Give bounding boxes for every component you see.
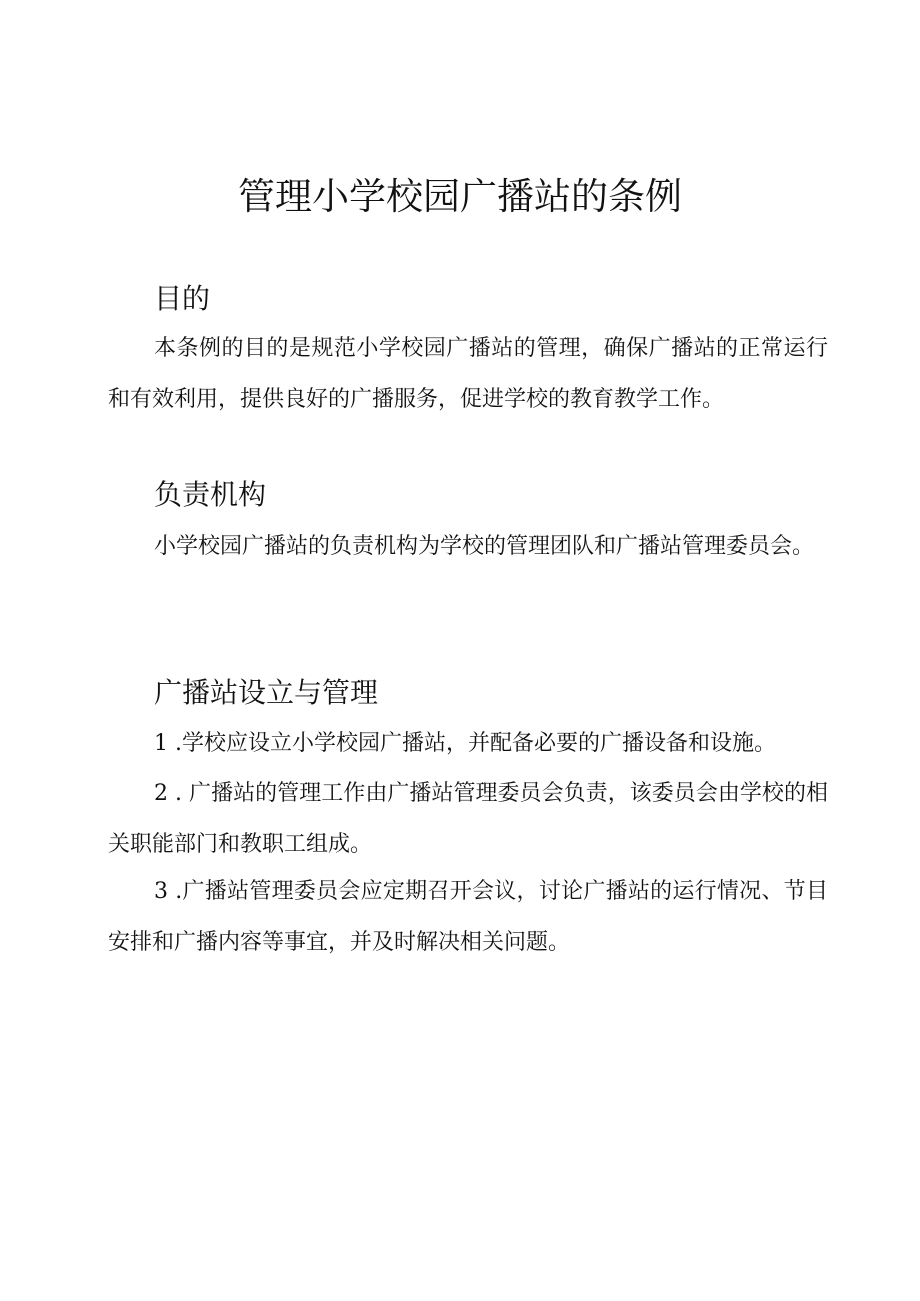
section-paragraph-item-1: 1 .学校应设立小学校园广播站，并配备必要的广播设备和设施。 bbox=[154, 731, 776, 756]
section-heading-responsible-body: 负责机构 bbox=[154, 478, 267, 511]
section-paragraph-item-2: 2 . 广播站的管理工作由广播站管理委员会负责，该委员会由学校的相关职能部门和教职工组成。 bbox=[108, 781, 828, 857]
section-paragraph-purpose: 本条例的目的是规范小学校园广播站的管理，确保广播站的正常运行和有效利用，提供良好的广播服务，促进学校的教育教学工作。 bbox=[108, 336, 828, 412]
section-heading-setup-management: 广播站设立与管理 bbox=[154, 676, 379, 709]
document-title: 管理小学校园广播站的条例 bbox=[238, 175, 682, 218]
section-heading-purpose: 目的 bbox=[154, 282, 211, 315]
section-paragraph-responsible-body: 小学校园广播站的负责机构为学校的管理团队和广播站管理委员会。 bbox=[154, 534, 815, 559]
section-paragraph-item-3: 3 .广播站管理委员会应定期召开会议，讨论广播站的运行情况、节目安排和广播内容等事宜，并及时解决相关问题。 bbox=[108, 879, 828, 955]
